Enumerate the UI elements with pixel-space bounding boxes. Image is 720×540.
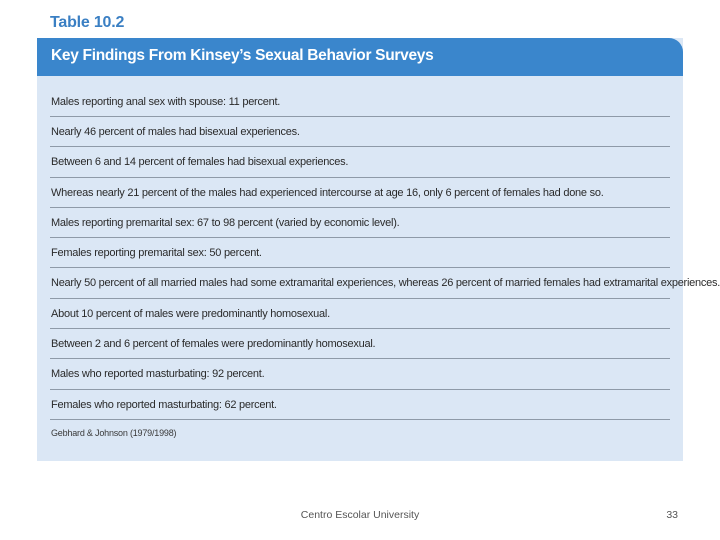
table-row: Between 6 and 14 percent of females had bisexual experiences. [50,147,670,177]
table-row: Males reporting anal sex with spouse: 11 percent. [50,89,670,117]
table-source: Gebhard & Johnson (1979/1998) [51,428,177,438]
page-number: 33 [666,509,678,521]
table-label: Table 10.2 [50,14,125,31]
table-row: Whereas nearly 21 percent of the males had experienced intercourse at age 16, only 6 percent of females had done so. [50,178,670,208]
table-row: Females who reported masturbating: 62 percent. [50,390,670,420]
footer-institution: Centro Escolar University [300,509,420,521]
table-row: Nearly 50 percent of all married males had some extramarital experiences, whereas 26 percent of married females had extramarital experiences. [50,268,670,298]
table-row: Males who reported masturbating: 92 percent. [50,359,670,389]
table-row: Nearly 46 percent of males had bisexual experiences. [50,117,670,147]
table-header [37,38,683,76]
table-row: About 10 percent of males were predominantly homosexual. [50,299,670,329]
table-title: Key Findings From Kinsey’s Sexual Behavior Surveys [51,47,434,64]
table-row: Males reporting premarital sex: 67 to 98 percent (varied by economic level). [50,208,670,238]
table-row: Between 2 and 6 percent of females were predominantly homosexual. [50,329,670,359]
table-row: Females reporting premarital sex: 50 percent. [50,238,670,268]
table-rows [50,89,720,420]
findings-table [37,38,720,461]
